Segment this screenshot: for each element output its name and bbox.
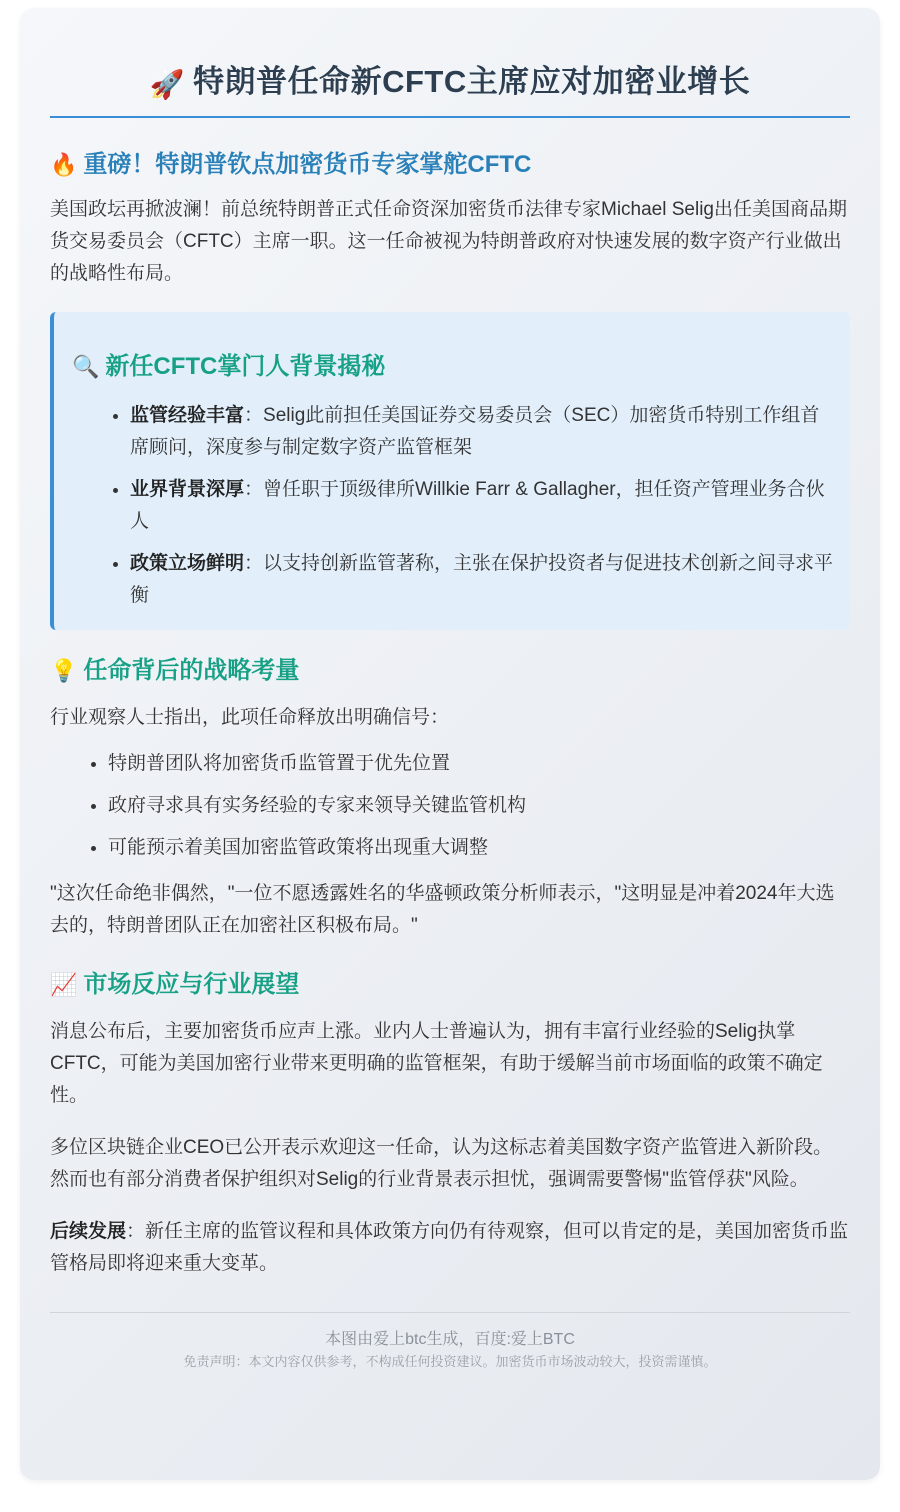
- list-item: [130, 548, 834, 612]
- article-content: [50, 8, 850, 1371]
- list-item: [130, 400, 834, 464]
- section-heading-strategy: [50, 654, 850, 688]
- background-callout-box: [50, 312, 850, 630]
- fire-icon: 🔥: [50, 152, 78, 177]
- followup-paragraph: [50, 1216, 850, 1280]
- background-list: [72, 400, 834, 612]
- market-paragraph-1: 消息公布后，主要加密货币应声上涨。业内人士普遍认为，拥有丰富行业经验的Selig执掌CFTC，可能为美国加密行业带来更明确的监管框架，有助于缓解当前市场面临的政策不确定性。: [50, 1021, 823, 1106]
- list-item-label: 监管经验丰富: [130, 405, 245, 426]
- lightbulb-icon: 💡: [50, 658, 78, 683]
- section-heading-text: 市场反应与行业展望: [83, 971, 300, 998]
- list-item-text: ：Selig此前担任美国证券交易委员会（SEC）加密货币特别工作组首席顾问，深度参与制定数字资产监管框架: [130, 405, 820, 458]
- followup-text: ：新任主席的监管议程和具体政策方向仍有待观察，但可以肯定的是，美国加密货币监管格局即将迎来重大变革。: [50, 1221, 849, 1274]
- list-item-text: ：曾任职于顶级律所Willkie Farr & Gallagher，担任资产管理业务合伙人: [130, 479, 825, 532]
- analyst-quote: "这次任命绝非偶然，"一位不愿透露姓名的华盛顿政策分析师表示，"这明显是冲着2024年大选去的，特朗普团队正在加密社区积极布局。": [50, 883, 835, 936]
- page-title: [50, 58, 850, 106]
- chart-up-icon: 📈: [50, 972, 78, 997]
- title-divider: [50, 116, 850, 118]
- footer-divider: [50, 1312, 850, 1313]
- strategy-intro: 行业观察人士指出，此项任命释放出明确信号：: [50, 707, 450, 728]
- section-heading-text: 任命背后的战略考量: [83, 657, 300, 684]
- list-item: • 可能预示着美国加密监管政策将出现重大调整: [108, 832, 850, 864]
- list-item-text: ：以支持创新监管著称，主张在保护投资者与促进技术创新之间寻求平衡: [130, 553, 834, 606]
- market-paragraph-2: 多位区块链企业CEO已公开表示欢迎这一任命，认为这标志着美国数字资产监管进入新阶段。然而也有部分消费者保护组织对Selig的行业背景表示担忧，强调需要警惕"监管俘获"风险。: [50, 1137, 833, 1190]
- callout-heading: [72, 350, 834, 384]
- section-heading-text: 重磅！特朗普钦点加密货币专家掌舵CFTC: [83, 151, 532, 178]
- list-item-label: 政策立场鲜明: [130, 553, 245, 574]
- section-heading-market: [50, 968, 850, 1002]
- article-card: [20, 8, 880, 1480]
- strategy-list: [50, 748, 850, 864]
- list-item: • 特朗普团队将加密货币监管置于优先位置: [108, 748, 850, 780]
- list-item-label: 业界背景深厚: [130, 479, 245, 500]
- followup-label: 后续发展: [50, 1221, 127, 1242]
- footer-disclaimer: 免责声明：本文内容仅供参考，不构成任何投资建议。加密货币市场波动较大，投资需谨慎。: [183, 1354, 717, 1369]
- footer-source: 本图由爱上btc生成，百度:爱上BTC: [325, 1331, 575, 1348]
- page-title-text: 特朗普任命新CFTC主席应对加密业增长: [193, 64, 751, 99]
- intro-paragraph: 美国政坛再掀波澜！前总统特朗普正式任命资深加密货币法律专家Michael Selig出任美国商品期货交易委员会（CFTC）主席一职。这一任命被视为特朗普政府对快速发展的数字资产行业做出的战略性布局。: [50, 199, 848, 284]
- list-item: [130, 474, 834, 538]
- list-item: • 政府寻求具有实务经验的专家来领导关键监管机构: [108, 790, 850, 822]
- magnifier-icon: 🔍: [72, 354, 100, 379]
- rocket-icon: 🚀: [149, 69, 186, 100]
- callout-heading-text: 新任CFTC掌门人背景揭秘: [105, 353, 386, 380]
- section-heading-news: [50, 148, 850, 182]
